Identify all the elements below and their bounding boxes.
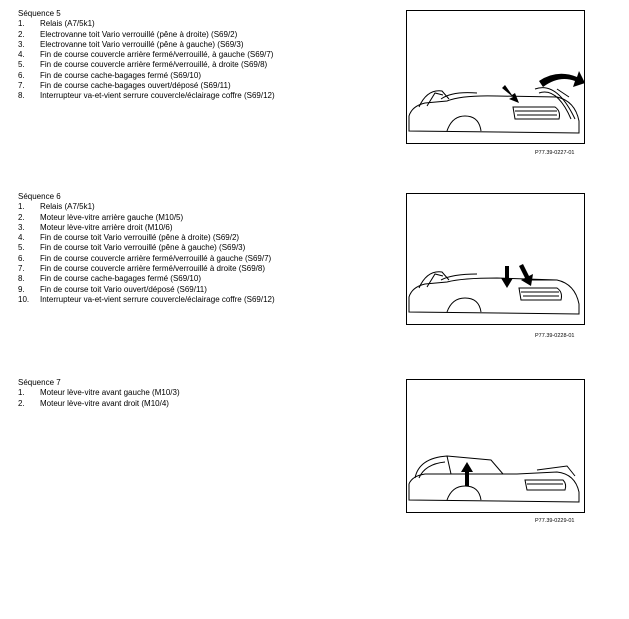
list-item: 4. Fin de course couvercle arrière fermé/verrouillé, à gauche (S69/7) xyxy=(18,50,274,60)
list-item: 6. Fin de course couvercle arrière fermé/verrouillé à gauche (S69/7) xyxy=(18,253,272,263)
list-item: 6. Fin de course cache-bagages fermé (S69/10) xyxy=(18,70,201,80)
arrow-icon xyxy=(502,85,519,103)
figure-sequence-5 xyxy=(406,10,585,144)
list-item: 2. Moteur lève-vitre avant droit (M10/4) xyxy=(18,398,169,408)
sequence-title: Séquence 6 xyxy=(18,192,61,201)
list-item: 2. Electrovanne toit Vario verrouillé (pêne à droite) (S69/2) xyxy=(18,29,238,39)
list-item: 8. Fin de course cache-bagages fermé (S69/10) xyxy=(18,274,201,284)
down-arrow-icon xyxy=(501,266,513,288)
sequence-7-block xyxy=(18,378,398,409)
list-item: 3. Moteur lève-vitre arrière droit (M10/6) xyxy=(18,222,173,232)
list-item: 8. Interrupteur va-et-vient serrure couvercle/éclairage coffre (S69/12) xyxy=(18,91,275,101)
sequence-5-block xyxy=(18,9,398,102)
list-item: 4. Fin de course toit Vario verrouillé (pêne à droite) (S69/2) xyxy=(18,233,240,243)
list-item: 1. Moteur lève-vitre avant gauche (M10/3) xyxy=(18,388,180,398)
car-roof-illustration xyxy=(407,380,584,512)
list-item: 2. Moteur lève-vitre arrière gauche (M10/5) xyxy=(18,212,184,222)
figure-code: P77.39-0229-01 xyxy=(535,518,575,524)
list-item: 3. Electrovanne toit Vario verrouillé (pêne à gauche) (S69/3) xyxy=(18,39,244,49)
component-list xyxy=(18,202,398,305)
figure-code: P77.39-0228-01 xyxy=(535,333,575,339)
component-list xyxy=(18,388,398,409)
sequence-6-block xyxy=(18,192,398,305)
list-item: 9. Fin de course toit Vario ouvert/déposé (S69/11) xyxy=(18,284,207,294)
list-item: 5. Fin de course couvercle arrière fermé/verrouillé, à droite (S69/8) xyxy=(18,60,268,70)
curved-arrow-icon xyxy=(539,71,584,87)
list-item: 10. Interrupteur va-et-vient serrure couvercle/éclairage coffre (S69/12) xyxy=(18,294,275,304)
list-item: 7. Fin de course couvercle arrière fermé/verrouillé à droite (S69/8) xyxy=(18,264,265,274)
car-roof-illustration xyxy=(407,194,584,324)
list-item: 7. Fin de course cache-bagages ouvert/déposé (S69/11) xyxy=(18,81,231,91)
figure-sequence-6 xyxy=(406,193,585,325)
list-item: 5. Fin de course toit Vario verrouillé (pêne à gauche) (S69/3) xyxy=(18,243,246,253)
figure-sequence-7 xyxy=(406,379,585,513)
component-list xyxy=(18,19,398,101)
figure-code: P77.39-0227-01 xyxy=(535,150,575,156)
arrow-icon xyxy=(519,264,533,286)
car-roof-illustration xyxy=(407,11,584,143)
list-item: 1. Relais (A7/5k1) xyxy=(18,202,95,212)
list-item: 1. Relais (A7/5k1) xyxy=(18,19,95,29)
sequence-title: Séquence 5 xyxy=(18,9,61,18)
sequence-title: Séquence 7 xyxy=(18,378,61,387)
